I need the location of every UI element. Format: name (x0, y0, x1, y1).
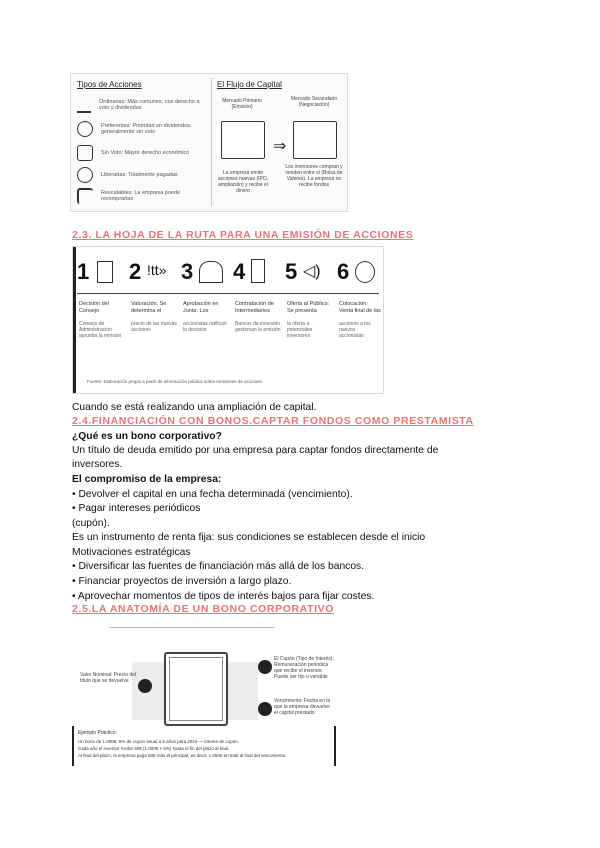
paragraph: Es un instrumento de renta fija: sus condiciones se establecen desde el inicio (72, 532, 426, 543)
document-icon (97, 261, 113, 283)
step-label: Contratación de Intermediarios (235, 301, 274, 314)
share-type-item (77, 167, 205, 183)
section-2-5-heading: 2.5.LA ANATOMÍA DE UN BONO CORPORATIVO (72, 603, 334, 615)
approval-icon (199, 261, 223, 283)
nominal-value-icon (138, 679, 152, 693)
figure-source: Fuente: Elaboración propia a partir de información pública sobre emisiones de acciones (87, 379, 262, 384)
bullet-item: • Pagar intereses periódicos (72, 503, 201, 514)
share-type-text: Ordinarias: Más comunes, con derecho a voto y dividendos (99, 99, 200, 111)
question-heading: ¿Qué es un bono corporativo? (72, 431, 222, 442)
step-number: 4 (233, 259, 246, 284)
secondary-market-box (293, 121, 337, 159)
step-desc: accionistas ratifican la decisión (183, 321, 227, 333)
roadmap-step (337, 259, 383, 285)
definition-line: Un título de deuda emitido por una empresa para captar fondos directamente de (72, 445, 439, 456)
roadmap-step (129, 259, 179, 285)
figure-left-bar (72, 726, 74, 766)
share-type-text: Liberadas: Totalmente pagadas (101, 172, 178, 178)
panel-divider (211, 78, 212, 206)
section-2-4-heading: 2.4.FINANCIACIÓN CON BONOS.CAPTAR FONDOS COMO PRESTAMISTA (72, 415, 474, 427)
bullet-item: • Devolver el capital en una fecha determinada (vencimiento). (72, 489, 353, 500)
secondary-market-label: Mercado Secundario (Negociación) (290, 96, 338, 108)
share-types-title: Tipos de Acciones (77, 80, 142, 89)
bullet-continuation: (cupón). (72, 518, 110, 529)
money-bag-icon (355, 261, 375, 283)
step-number: 2 (129, 259, 142, 284)
share-type-item (77, 145, 205, 161)
step-label: Valoración: Se determina el (131, 301, 167, 314)
share-type-text: Sin Voto: Mayor derecho económico (101, 150, 190, 156)
bond-anatomy-figure (72, 638, 338, 768)
step-desc: la oferta a potenciales inversores (287, 321, 313, 339)
section-2-3-heading: 2.3. LA HOJA DE LA RUTA PARA UNA EMISIÓN DE ACCIONES (72, 229, 414, 241)
step-desc: precio de las nuevas acciones (131, 321, 177, 333)
building-icon (251, 259, 265, 283)
step-desc: Consejo de Administración aprueba la emisión (79, 321, 122, 339)
step-label: Colocación: Venta final de las (339, 301, 381, 314)
figure-right-bar (334, 726, 336, 766)
crown-icon (77, 97, 91, 113)
commitment-heading: El compromiso de la empresa: (72, 474, 222, 485)
share-type-item (77, 188, 205, 204)
share-type-text: Preferentes: Prioridad en dividendos, generalmente sin voto (101, 123, 192, 135)
example-title: Ejemplo Práctico: (78, 730, 117, 736)
roadmap-timeline (77, 293, 379, 294)
shares-figure (70, 73, 348, 212)
step-label: Decisión del Consejo (79, 301, 109, 314)
definition-line: inversores. (72, 459, 123, 470)
bullet-item: • Financiar proyectos de inversión a largo plazo. (72, 576, 292, 587)
example-line: Un bono de 1.000€, 5% de cupón anual a 5 años para 2024 — interés de cupón. (78, 739, 239, 744)
primary-market-label: Mercado Primario (Emisión) (222, 98, 262, 110)
step-number: 3 (181, 259, 194, 284)
roadmap-step (181, 259, 231, 285)
step-number: 1 (77, 259, 90, 284)
roadmap-step (285, 259, 335, 285)
roadmap-step (77, 259, 127, 285)
step-label: Aprobación en Junta: Los (183, 301, 219, 314)
example-line: Al final del plazo, la empresa paga 50€ más el principal, es decir, 1.050€ en total al final del vencimiento. (78, 753, 287, 758)
divider-line (110, 627, 275, 628)
flow-arrow-icon: ⇒ (273, 138, 287, 155)
secondary-market-desc: Los inversores compran y venden entre sí (Bolsa de Valores). La empresa no recibe fondos (285, 164, 343, 188)
share-type-text: Rescatables: La empresa puede recomprarlas (101, 190, 181, 202)
example-line: Cada año el inversor recibe 50€ (1.000€ × 5%) hasta el fin del plazo al final. (78, 746, 230, 751)
right-top-text: El Cupón (Tipo de Interés): Remuneración periódica que recibe el inversor. Puede ser fijo o variable (274, 656, 334, 680)
bullet-item: • Aprovechar momentos de tipos de interés bajos para fijar costes. (72, 591, 375, 602)
coupon-icon (258, 660, 272, 674)
figure-left-bar (73, 247, 76, 393)
certificate-icon (164, 652, 228, 726)
capital-flow-title: El Flujo de Capital (217, 80, 282, 89)
left-label-text: Valor Nominal: Precio del título que se devuelve (80, 672, 137, 684)
share-type-item (77, 97, 205, 113)
paragraph: Cuando se está realizando una ampliación de capital. (72, 402, 317, 413)
voting-icon (77, 145, 93, 161)
step-desc: acciones a los nuevos accionistas (339, 321, 371, 339)
share-type-item (77, 121, 205, 137)
valuation-icon: !tt» (147, 262, 167, 278)
megaphone-icon: ◁) (303, 263, 321, 280)
right-bottom-text: Vencimiento: Fecha en la que la empresa devuelve el capital prestado (274, 698, 331, 716)
step-desc: Bancos de inversión gestionan la emisión (235, 321, 281, 333)
maturity-icon (258, 702, 272, 716)
step-number: 6 (337, 259, 350, 284)
badge-icon (77, 121, 93, 137)
primary-market-box (221, 121, 265, 159)
motivations-heading: Motivaciones estratégicas (72, 547, 191, 558)
roadmap-step (233, 259, 283, 285)
roadmap-figure (72, 246, 384, 394)
check-icon (77, 167, 93, 183)
bullet-item: • Diversificar las fuentes de financiación más allá de los bancos. (72, 561, 365, 572)
redeem-icon (77, 188, 93, 204)
step-number: 5 (285, 259, 298, 284)
primary-market-desc: La empresa emite acciones nuevas (IPO, ampliación) y recibe el dinero (217, 170, 269, 194)
step-label: Oferta al Público: Se presenta (287, 301, 330, 314)
